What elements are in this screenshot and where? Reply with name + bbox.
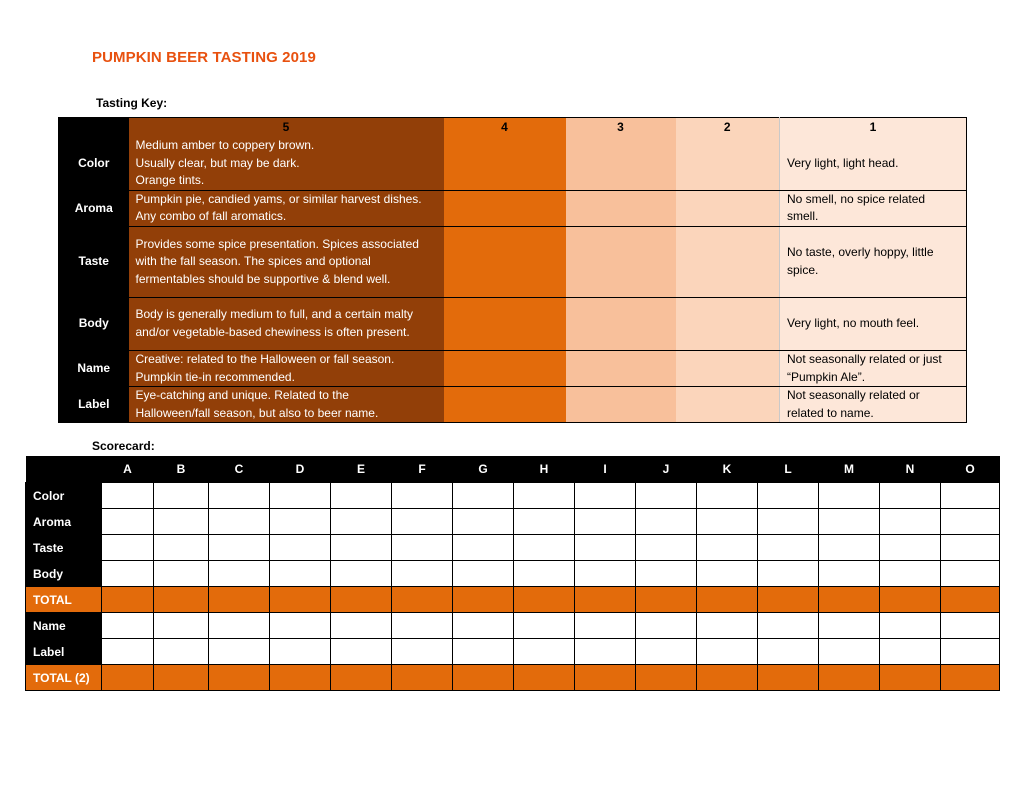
score-cell[interactable] [514, 639, 575, 665]
key-row-body [59, 297, 967, 350]
key-score1-description: Very light, light head. [780, 137, 967, 190]
score-cell[interactable] [575, 561, 636, 587]
key-row-label: Body [59, 297, 129, 350]
total-cell[interactable] [636, 665, 697, 691]
score-cell[interactable] [880, 535, 941, 561]
total-cell[interactable] [331, 665, 392, 691]
score-cell[interactable] [575, 535, 636, 561]
score-cell[interactable] [270, 535, 331, 561]
score-cell[interactable] [697, 639, 758, 665]
total-cell[interactable] [819, 665, 880, 691]
score-cell[interactable] [102, 483, 154, 509]
score-cell[interactable] [154, 535, 209, 561]
score-cell[interactable] [819, 561, 880, 587]
score-cell[interactable] [819, 483, 880, 509]
total-cell[interactable] [880, 665, 941, 691]
key-score4-cell [444, 387, 566, 423]
score-cell[interactable] [154, 509, 209, 535]
header-corner [59, 118, 129, 138]
score-3-header: 3 [566, 118, 676, 138]
score-cell[interactable] [941, 509, 1000, 535]
score-cell[interactable] [209, 639, 270, 665]
total-cell[interactable] [453, 665, 514, 691]
total-cell[interactable] [209, 587, 270, 613]
key-score3-cell [566, 387, 676, 423]
total-cell[interactable] [697, 665, 758, 691]
total-cell[interactable] [819, 587, 880, 613]
score-cell[interactable] [453, 639, 514, 665]
score-cell[interactable] [392, 561, 453, 587]
score-cell[interactable] [209, 483, 270, 509]
key-score1-description: No smell, no spice related smell. [780, 190, 967, 226]
key-score2-cell [676, 190, 780, 226]
column-header: C [209, 456, 270, 483]
score-cell[interactable] [453, 613, 514, 639]
score-cell[interactable] [697, 509, 758, 535]
total-cell[interactable] [758, 665, 819, 691]
score-cell[interactable] [154, 483, 209, 509]
scorecard-row-total [26, 587, 1000, 613]
score-cell[interactable] [880, 483, 941, 509]
score-cell[interactable] [270, 613, 331, 639]
score-cell[interactable] [575, 613, 636, 639]
key-score1-description: Very light, no mouth feel. [780, 297, 967, 350]
column-header: A [102, 456, 154, 483]
score-cell[interactable] [102, 613, 154, 639]
score-cell[interactable] [209, 561, 270, 587]
key-score4-cell [444, 350, 566, 386]
key-score2-cell [676, 297, 780, 350]
key-score1-description: Not seasonally related or just “Pumpkin Ale”. [780, 350, 967, 386]
tasting-key-header [59, 118, 967, 138]
key-score5-description: Pumpkin pie, candied yams, or similar harvest dishes. Any combo of fall aromatics. [129, 190, 444, 226]
score-cell[interactable] [270, 639, 331, 665]
key-score3-cell [566, 190, 676, 226]
column-header: J [636, 456, 697, 483]
column-header: D [270, 456, 331, 483]
total-cell[interactable] [392, 587, 453, 613]
total-cell[interactable] [575, 587, 636, 613]
total-cell[interactable] [636, 587, 697, 613]
total-cell[interactable] [514, 665, 575, 691]
score-cell[interactable] [636, 483, 697, 509]
scorecard-row-aroma [26, 509, 1000, 535]
score-cell[interactable] [880, 561, 941, 587]
score-cell[interactable] [392, 639, 453, 665]
score-cell[interactable] [819, 613, 880, 639]
score-cell[interactable] [102, 561, 154, 587]
key-score1-description: No taste, overly hoppy, little spice. [780, 226, 967, 297]
total-cell[interactable] [154, 587, 209, 613]
score-cell[interactable] [453, 483, 514, 509]
key-score1-description: Not seasonally related or related to name. [780, 387, 967, 423]
column-header: O [941, 456, 1000, 483]
score-cell[interactable] [941, 535, 1000, 561]
column-header: M [819, 456, 880, 483]
key-row-label: Label [59, 387, 129, 423]
tasting-key-table [58, 117, 967, 423]
score-cell[interactable] [636, 509, 697, 535]
scorecard-row-total-2 [26, 665, 1000, 691]
score-cell[interactable] [331, 613, 392, 639]
score-cell[interactable] [758, 483, 819, 509]
column-header: E [331, 456, 392, 483]
score-cell[interactable] [575, 639, 636, 665]
total-cell[interactable] [154, 665, 209, 691]
score-cell[interactable] [697, 535, 758, 561]
score-cell[interactable] [758, 509, 819, 535]
key-row-color [59, 137, 967, 190]
column-header: L [758, 456, 819, 483]
score-cell[interactable] [514, 483, 575, 509]
key-score3-cell [566, 226, 676, 297]
key-score2-cell [676, 350, 780, 386]
score-cell[interactable] [941, 613, 1000, 639]
scorecard-row-color [26, 483, 1000, 509]
total-cell[interactable] [575, 665, 636, 691]
score-cell[interactable] [331, 639, 392, 665]
key-score3-cell [566, 297, 676, 350]
row-label: Name [26, 613, 102, 639]
score-cell[interactable] [819, 639, 880, 665]
key-score3-cell [566, 350, 676, 386]
key-row-label-row [59, 387, 967, 423]
score-cell[interactable] [880, 613, 941, 639]
key-score5-description: Medium amber to coppery brown. Usually clear, but may be dark. Orange tints. [129, 137, 444, 190]
score-cell[interactable] [331, 483, 392, 509]
scorecard-row-label [26, 639, 1000, 665]
scorecard-corner [26, 456, 102, 483]
score-cell[interactable] [636, 613, 697, 639]
score-cell[interactable] [697, 561, 758, 587]
row-label: Taste [26, 535, 102, 561]
score-cell[interactable] [880, 509, 941, 535]
row-label: TOTAL (2) [26, 665, 102, 691]
score-cell[interactable] [331, 561, 392, 587]
score-cell[interactable] [758, 535, 819, 561]
score-cell[interactable] [758, 613, 819, 639]
key-score4-cell [444, 297, 566, 350]
column-header: G [453, 456, 514, 483]
score-cell[interactable] [392, 509, 453, 535]
total-cell[interactable] [102, 587, 154, 613]
scorecard-row-body [26, 561, 1000, 587]
score-cell[interactable] [514, 613, 575, 639]
key-score4-cell [444, 137, 566, 190]
key-score3-cell [566, 137, 676, 190]
score-cell[interactable] [941, 483, 1000, 509]
total-cell[interactable] [453, 587, 514, 613]
key-score4-cell [444, 226, 566, 297]
score-cell[interactable] [154, 639, 209, 665]
key-row-name [59, 350, 967, 386]
score-cell[interactable] [209, 613, 270, 639]
score-4-header: 4 [444, 118, 566, 138]
score-cell[interactable] [209, 535, 270, 561]
score-2-header: 2 [676, 118, 780, 138]
scorecard-row-name [26, 613, 1000, 639]
row-label: TOTAL [26, 587, 102, 613]
total-cell[interactable] [331, 587, 392, 613]
key-row-label: Aroma [59, 190, 129, 226]
column-header: F [392, 456, 453, 483]
column-header: K [697, 456, 758, 483]
total-cell[interactable] [697, 587, 758, 613]
total-cell[interactable] [941, 665, 1000, 691]
key-score2-cell [676, 387, 780, 423]
score-cell[interactable] [392, 613, 453, 639]
score-cell[interactable] [758, 561, 819, 587]
key-score5-description: Eye-catching and unique. Related to the Halloween/fall season, but also to beer name. [129, 387, 444, 423]
key-score5-description: Provides some spice presentation. Spices associated with the fall season. The spices and optional fermentables should be supportive & blend well. [129, 226, 444, 297]
total-cell[interactable] [392, 665, 453, 691]
score-cell[interactable] [636, 535, 697, 561]
score-cell[interactable] [636, 561, 697, 587]
score-cell[interactable] [392, 535, 453, 561]
key-score4-cell [444, 190, 566, 226]
score-cell[interactable] [453, 561, 514, 587]
score-cell[interactable] [514, 535, 575, 561]
score-cell[interactable] [819, 535, 880, 561]
scorecard-row-taste [26, 535, 1000, 561]
key-score5-description: Body is generally medium to full, and a certain malty and/or vegetable-based chewiness is often present. [129, 297, 444, 350]
score-cell[interactable] [102, 639, 154, 665]
score-cell[interactable] [270, 561, 331, 587]
total-cell[interactable] [941, 587, 1000, 613]
row-label: Color [26, 483, 102, 509]
total-cell[interactable] [514, 587, 575, 613]
score-cell[interactable] [575, 483, 636, 509]
score-cell[interactable] [819, 509, 880, 535]
score-cell[interactable] [102, 535, 154, 561]
key-row-label: Taste [59, 226, 129, 297]
score-cell[interactable] [154, 561, 209, 587]
total-cell[interactable] [270, 665, 331, 691]
scorecard-label: Scorecard: [92, 439, 155, 453]
score-cell[interactable] [514, 561, 575, 587]
total-cell[interactable] [102, 665, 154, 691]
total-cell[interactable] [880, 587, 941, 613]
score-cell[interactable] [453, 535, 514, 561]
score-cell[interactable] [154, 613, 209, 639]
score-cell[interactable] [270, 483, 331, 509]
scorecard-table [25, 456, 1000, 691]
score-cell[interactable] [270, 509, 331, 535]
score-cell[interactable] [697, 613, 758, 639]
score-cell[interactable] [392, 483, 453, 509]
key-score5-description: Creative: related to the Halloween or fall season. Pumpkin tie-in recommended. [129, 350, 444, 386]
score-cell[interactable] [758, 639, 819, 665]
scorecard-header [26, 456, 1000, 483]
total-cell[interactable] [270, 587, 331, 613]
key-row-label: Name [59, 350, 129, 386]
score-cell[interactable] [880, 639, 941, 665]
key-row-taste [59, 226, 967, 297]
key-score2-cell [676, 226, 780, 297]
key-row-label: Color [59, 137, 129, 190]
score-cell[interactable] [209, 509, 270, 535]
score-5-header: 5 [129, 118, 444, 138]
score-cell[interactable] [514, 509, 575, 535]
score-cell[interactable] [941, 639, 1000, 665]
column-header: I [575, 456, 636, 483]
total-cell[interactable] [209, 665, 270, 691]
column-header: N [880, 456, 941, 483]
row-label: Aroma [26, 509, 102, 535]
score-cell[interactable] [636, 639, 697, 665]
page-title: PUMPKIN BEER TASTING 2019 [92, 49, 316, 66]
row-label: Label [26, 639, 102, 665]
score-cell[interactable] [331, 535, 392, 561]
column-header: B [154, 456, 209, 483]
score-cell[interactable] [697, 483, 758, 509]
score-cell[interactable] [453, 509, 514, 535]
row-label: Body [26, 561, 102, 587]
column-header: H [514, 456, 575, 483]
tasting-key-label: Tasting Key: [96, 96, 168, 110]
key-score2-cell [676, 137, 780, 190]
score-cell[interactable] [941, 561, 1000, 587]
key-row-aroma [59, 190, 967, 226]
score-cell[interactable] [331, 509, 392, 535]
score-1-header: 1 [780, 118, 967, 138]
score-cell[interactable] [575, 509, 636, 535]
total-cell[interactable] [758, 587, 819, 613]
score-cell[interactable] [102, 509, 154, 535]
